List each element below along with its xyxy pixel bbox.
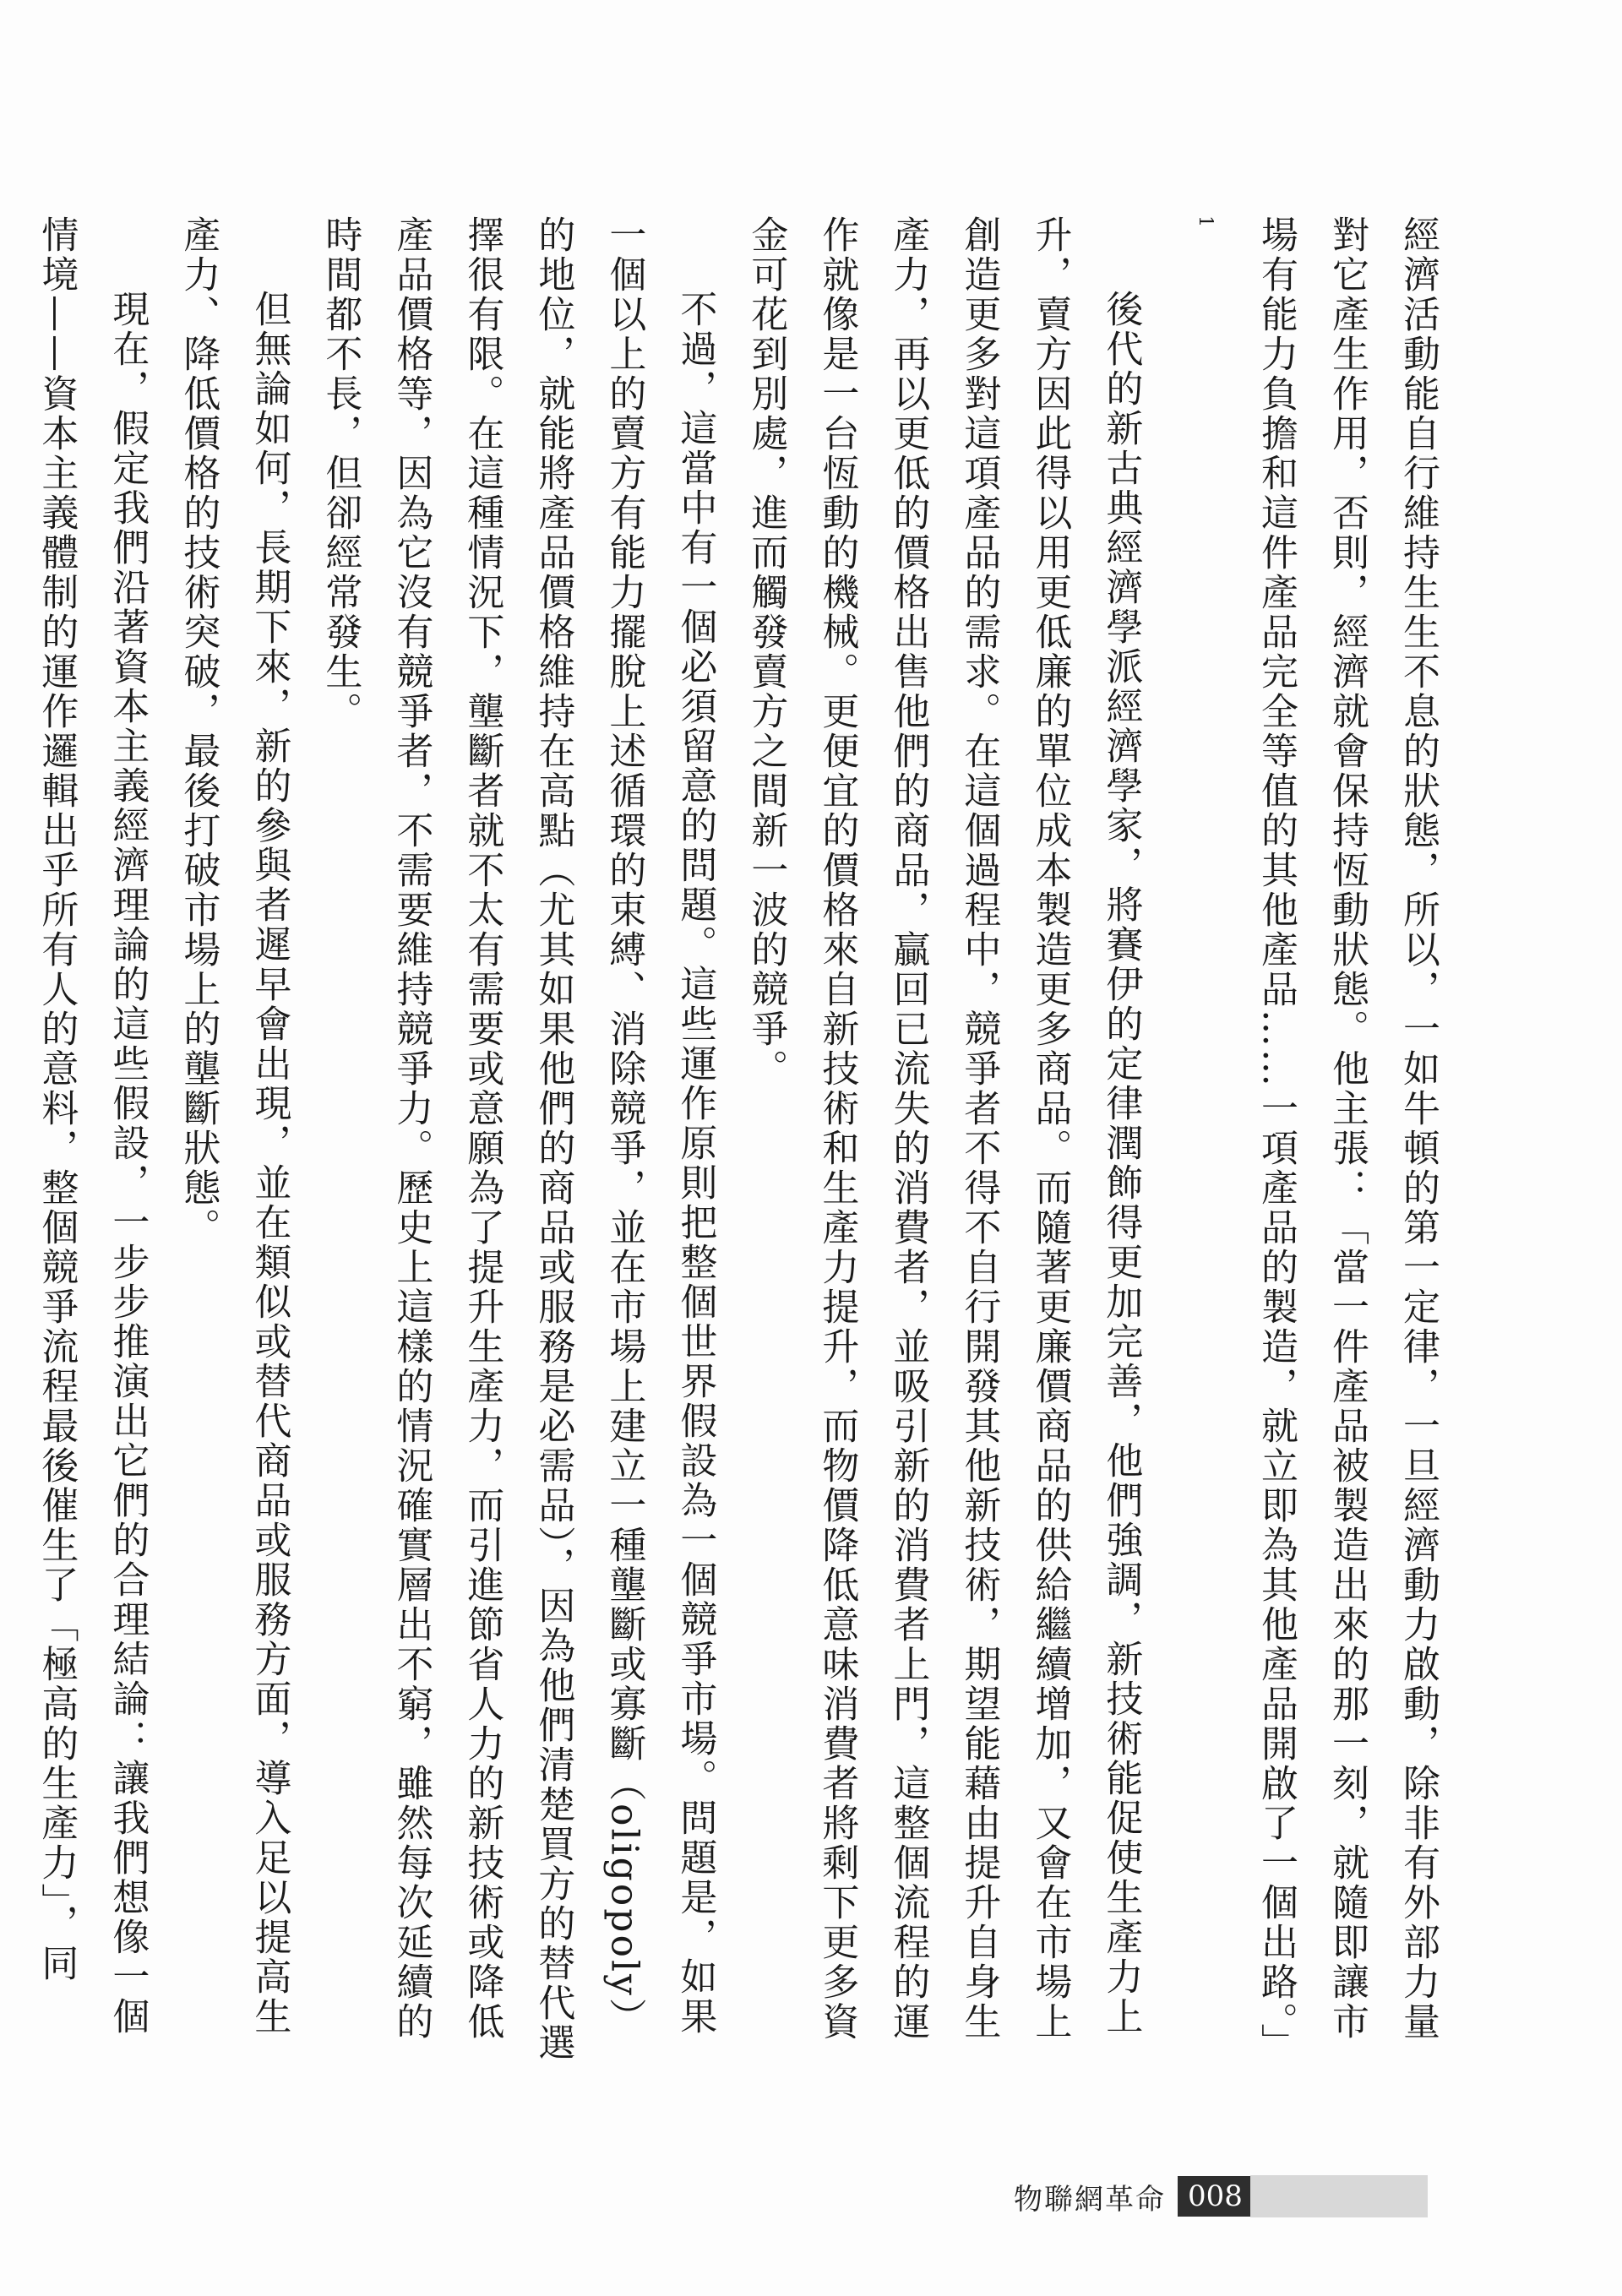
footnote-ref-1[interactable]: 1 [1195, 215, 1216, 230]
paragraph-3 [304, 215, 730, 2074]
paragraph-1 [1156, 215, 1453, 2074]
paragraph-2-text: 後代的新古典經濟學派經濟學家，將賽伊的定律潤飾得更加完善，他們強調，新技術能促使生產力上升，賣方因此得以用更低廉的單位成本製造更多商品。而隨著更廉價商品的供給繼續增加，又會在市場上創造更多對這項產品的需求。在這個過程中，競爭者不得不自行開發其他新技術，期望能藉由提升自身生產力，再以更低的價格出售他們的商品，贏回已流失的消費者，並吸引新的消費者上門，這整個流程的運作就像是一台恆動的機械。更便宜的價格來自新技術和生產力提升，而物價降低意味消費者將剩下更多資金可花到別處，進而觸發賣方之間新一波的競爭。 [744, 215, 1143, 2042]
paragraph-2 [730, 215, 1156, 2074]
body-text [20, 215, 1453, 2074]
paragraph-4-text: 但無論如何，長期下來，新的參與者遲早會出現，並在類似或替代商品或服務方面，導入足以提高生產力、降低價格的技術突破，最後打破市場上的壟斷狀態。 [177, 215, 291, 2037]
paragraph-1-text: 經濟活動能自行維持生生不息的狀態，所以，一如牛頓的第一定律，一旦經濟動力啟動，除非有外部力量對它產生作用，否則，經濟就會保持恆動狀態。他主張：「當一件產品被製造出來的那一刻，就隨即讓市場有能力負擔和這件產品完全等值的其他產品……一項產品的製造，就立即為其他產品開啟了一個出路。」 [1255, 215, 1440, 2063]
paragraph-4 [162, 215, 304, 2074]
page-footer [1014, 2175, 1428, 2217]
footer-gray-bar [1250, 2175, 1428, 2217]
book-title: 物聯網革命 [1014, 2182, 1166, 2217]
paragraph-3-text: 不過，這當中有一個必須留意的問題。這些運作原則把整個世界假設為一個競爭市場。問題是，如果一個以上的賣方有能力擺脫上述循環的束縛、消除競爭，並在市場上建立一種壟斷或寡斷（oligopoly）的地位，就能將產品價格維持在高點（尤其如果他們的商品或服務是必需品），因為他們清楚買方的替代選擇很有限。在這種情況下，壟斷者就不太有需要或意願為了提升生產力，而引進節省人力的新技術或降低產品價格等，因為它沒有競爭者，不需要維持競爭力。歷史上這樣的情況確實層出不窮，雖然每次延續的時間都不長，但卻經常發生。 [318, 215, 717, 2063]
paragraph-5 [20, 215, 162, 2074]
page-number: 008 [1178, 2176, 1250, 2217]
paragraph-5-text: 現在，假定我們沿著資本主義經濟理論的這些假設，一步步推演出它們的合理結論：讓我們想像一個情境——資本主義體制的運作邏輯出乎所有人的意料，整個競爭流程最後催生了「極高的生產力」，同 [35, 215, 150, 2037]
